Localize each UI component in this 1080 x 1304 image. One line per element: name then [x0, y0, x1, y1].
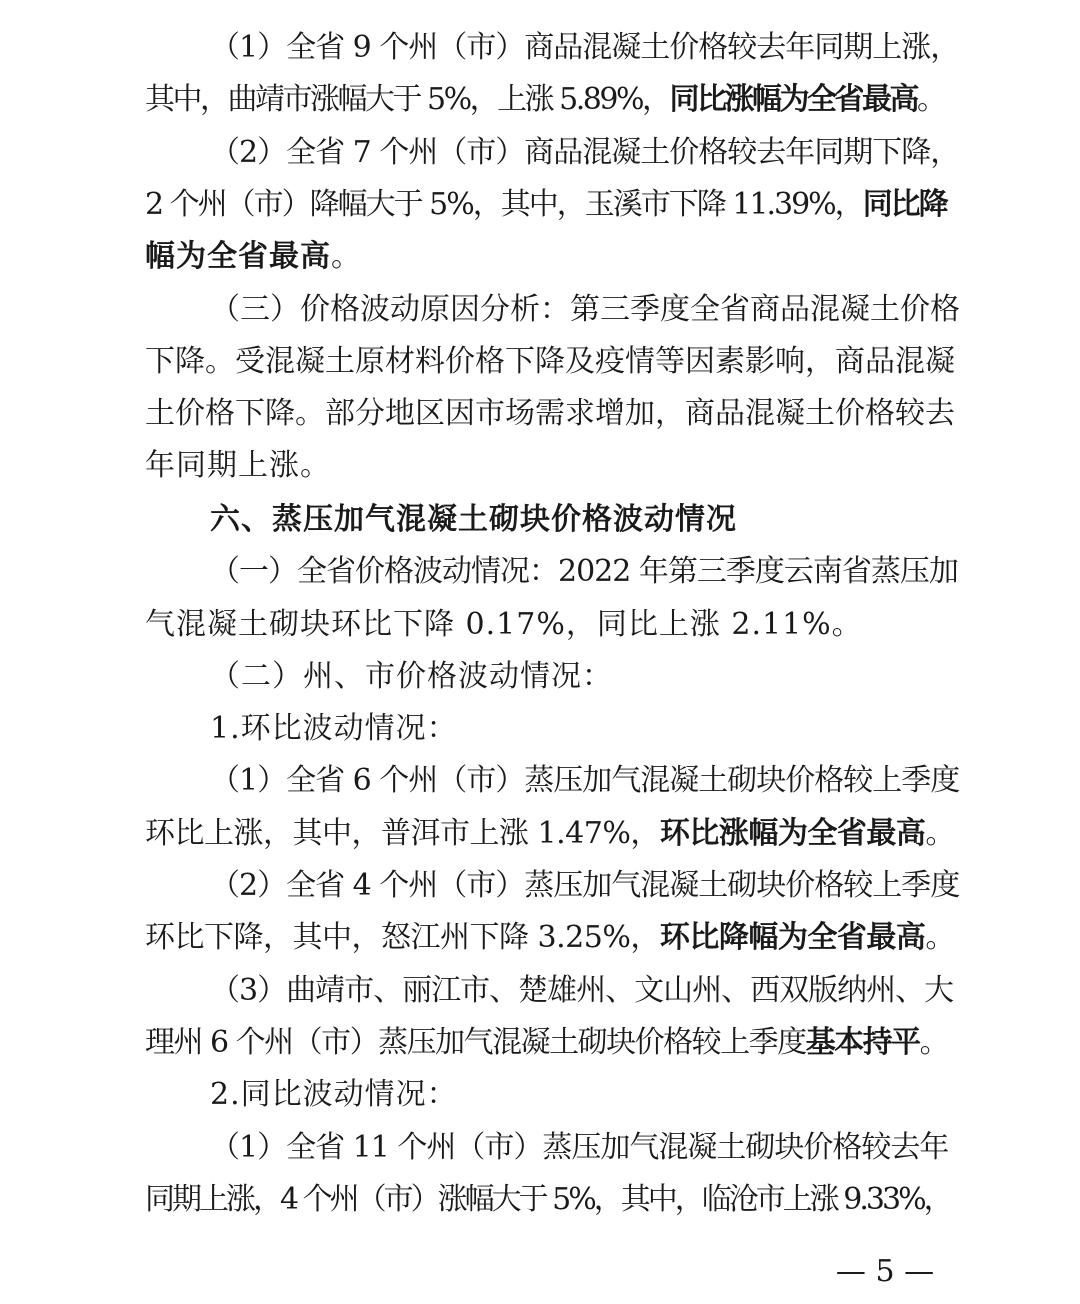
text-run: （2）全省 7 个州（市）商品混凝土价格较去年同期下降， — [210, 135, 960, 170]
text-run: （1）全省 9 个州（市）商品混凝土价格较去年同期上涨， — [210, 30, 960, 65]
text-run: （3）曲靖市、丽江市、楚雄州、文山州、西双版纳州、大 — [210, 973, 954, 1008]
paragraph-line — [145, 1023, 960, 1063]
paragraph-line — [145, 237, 960, 277]
paragraph-line — [210, 971, 960, 1011]
text-run: 其中，曲靖市涨幅大于 5%，上涨 5.89%， — [145, 82, 670, 117]
text-run: （2）全省 4 个州（市）蒸压加气混凝土砌块价格较上季度 — [210, 868, 960, 903]
paragraph-line — [210, 761, 960, 801]
text-run: 1.环比波动情况： — [210, 711, 458, 746]
text-run: （1）全省 11 个州（市）蒸压加气混凝土砌块价格较去年 — [210, 1130, 949, 1165]
text-run: 同期上涨，4 个州（市）涨幅大于 5%，其中，临沧市上涨 9.33%， — [145, 1182, 951, 1217]
paragraph-line — [145, 394, 960, 434]
text-run: 理州 6 个州（市）蒸压加气混凝土砌块价格较上季度 — [145, 1025, 806, 1060]
paragraph-line — [210, 1128, 960, 1168]
paragraph-line — [145, 446, 960, 486]
paragraph-line — [145, 185, 960, 225]
bold-text: 环比涨幅为全省最高 — [659, 816, 926, 851]
paragraph-line — [145, 80, 960, 120]
text-run: （二）州、市价格波动情况： — [210, 659, 613, 694]
text-run: 气混凝土砌块环比下降 0.17%，同比上涨 2.11%。 — [145, 607, 863, 642]
paragraph-line — [210, 28, 960, 68]
bold-text: 同比涨幅为全省最高 — [669, 82, 917, 117]
paragraph-line — [145, 1180, 960, 1220]
text-run: 六、蒸压加气混凝土砌块价格波动情况 — [210, 502, 737, 537]
text-run: （一）全省价格波动情况：2022 年第三季度云南省蒸压加 — [210, 554, 958, 589]
text-run: 。 — [919, 1025, 949, 1060]
text-run: 。 — [925, 920, 955, 955]
bold-text: 同比降 — [862, 187, 947, 222]
text-run: 2 个州（市）降幅大于 5%，其中，玉溪市下降 11.39%， — [145, 187, 863, 222]
bold-text: 环比降幅为全省最高 — [659, 920, 926, 955]
paragraph-line — [210, 133, 960, 173]
paragraph-line — [210, 290, 960, 330]
text-run: 环比上涨，其中，普洱市上涨 1.47%， — [145, 816, 660, 851]
bold-text: 基本持平 — [805, 1025, 920, 1060]
paragraph-line — [210, 1075, 960, 1115]
text-run: 2.同比波动情况： — [210, 1077, 458, 1112]
paragraph-line — [145, 918, 960, 958]
paragraph-line — [210, 709, 960, 749]
paragraph-line — [145, 814, 960, 854]
bold-text: 幅为全省最高 — [145, 239, 331, 274]
text-run: （1）全省 6 个州（市）蒸压加气混凝土砌块价格较上季度 — [210, 763, 960, 798]
page-number: — 5 — — [835, 1254, 935, 1289]
section-heading — [210, 500, 960, 540]
text-run: 土价格下降。部分地区因市场需求增加，商品混凝土价格较去 — [145, 396, 955, 431]
text-run: 。 — [331, 239, 362, 274]
paragraph-line — [145, 605, 960, 645]
text-run: 。 — [916, 82, 945, 117]
text-run: 。 — [925, 816, 955, 851]
paragraph-line — [145, 342, 960, 382]
paragraph-line — [210, 552, 960, 592]
text-run: 下降。受混凝土原材料价格下降及疫情等因素影响，商品混凝 — [145, 344, 955, 379]
text-run: 环比下降，其中，怒江州下降 3.25%， — [145, 920, 660, 955]
text-run: 年同期上涨。 — [145, 448, 331, 483]
text-run: （三）价格波动原因分析：第三季度全省商品混凝土价格 — [210, 292, 960, 327]
paragraph-line — [210, 657, 960, 697]
paragraph-line — [210, 866, 960, 906]
